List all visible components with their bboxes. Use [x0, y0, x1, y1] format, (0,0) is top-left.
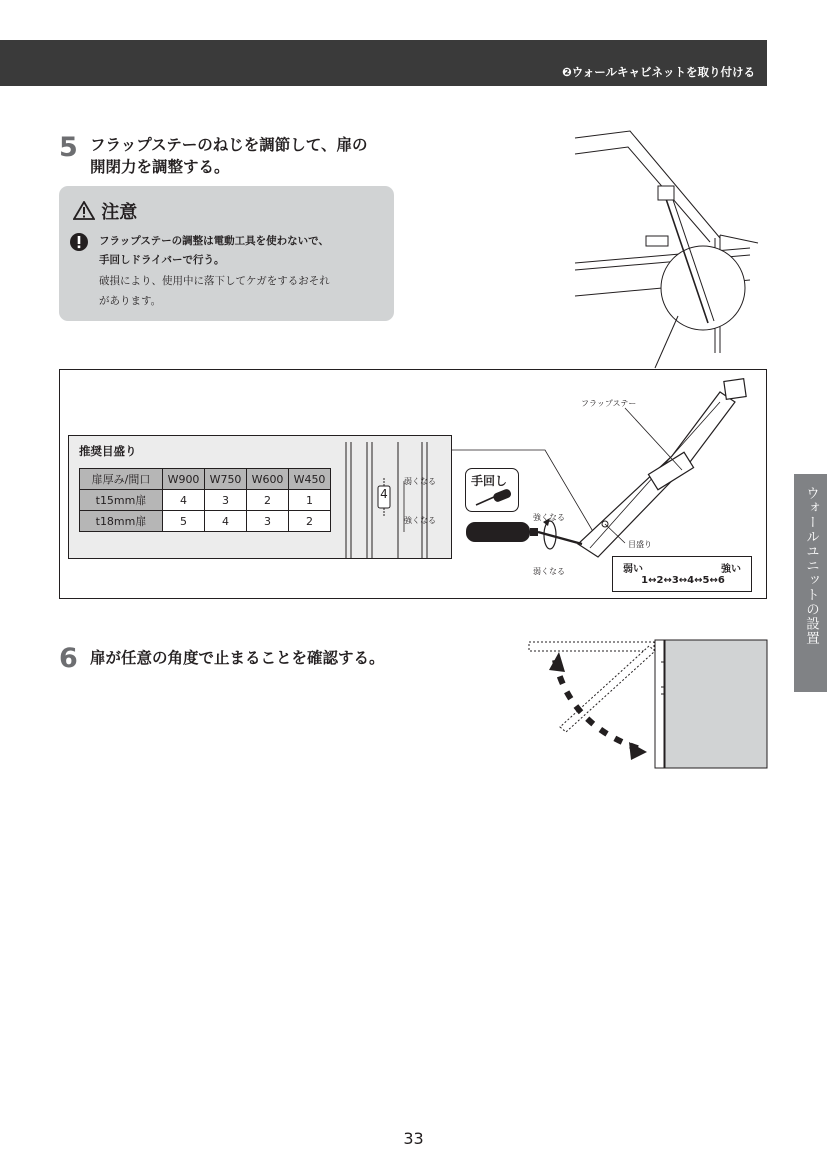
- caution-warning-text: [99, 232, 389, 270]
- manual-label: 手回し: [471, 474, 508, 488]
- flap-stay-label: フラップステー: [581, 399, 637, 408]
- step-6-instruction: 扉が任意の角度で止まることを確認する。: [90, 649, 385, 667]
- stronger-rotation-label: 強くなる: [533, 513, 565, 522]
- table-cell: 2: [247, 490, 289, 511]
- caution-normal-line-1: 破損により、使用中に落下してケガをするおそれ: [99, 275, 330, 287]
- table-header-cell: W600: [247, 469, 289, 490]
- cabinet-overview-illustration: [560, 128, 765, 373]
- scale-weak-label: 弱い: [623, 564, 643, 575]
- table-cell: 4: [205, 511, 247, 532]
- table-cell: 2: [289, 511, 331, 532]
- table-cell: 1: [289, 490, 331, 511]
- scale-sequence: 1↔2↔3↔4↔5↔6: [641, 575, 725, 586]
- caution-heading: [73, 198, 137, 224]
- table-header-cell: W450: [289, 469, 331, 490]
- side-tab-label: ウォールユニットの設置: [803, 486, 819, 646]
- caution-normal-line-2: があります。: [99, 295, 162, 307]
- table-row: [80, 490, 331, 511]
- scale-strong-label: 強い: [721, 564, 741, 575]
- caution-bold-line-2: 手回しドライバーで行う。: [99, 254, 225, 266]
- table-header-cell: W750: [205, 469, 247, 490]
- header-bar: [0, 40, 767, 86]
- door-angle-illustration: [525, 632, 770, 772]
- side-chapter-tab: [794, 474, 827, 692]
- step-5-line-2: 開閉力を調整する。: [90, 158, 230, 176]
- table-row-label: t18mm扉: [80, 511, 163, 532]
- section-title: ❷ウォールキャビネットを取り付ける: [561, 65, 755, 79]
- caution-box: [59, 186, 394, 321]
- table-row-label: t15mm扉: [80, 490, 163, 511]
- scale-legend: [612, 556, 752, 592]
- scale-label: 目盛り: [628, 540, 652, 549]
- weaker-rotation-label: 弱くなる: [533, 567, 565, 576]
- step-5-line-1: フラップステーのねじを調節して、扉の: [90, 136, 368, 154]
- table-cell: 3: [205, 490, 247, 511]
- exclamation-circle-icon: [69, 232, 89, 252]
- table-cell: 3: [247, 511, 289, 532]
- step-6-number: 6: [59, 643, 78, 674]
- page-number: 33: [403, 1129, 424, 1148]
- table-header-cell: 扉厚み/間口: [80, 469, 163, 490]
- table-header-cell: W900: [163, 469, 205, 490]
- scale-marking-illustration: [340, 440, 440, 560]
- table-cell: 5: [163, 511, 205, 532]
- recommended-scale-table: [79, 468, 331, 532]
- caution-title: 注意: [101, 202, 138, 223]
- scale-digit: 4: [380, 487, 388, 501]
- table-header-row: [80, 469, 331, 490]
- warning-triangle-icon: [73, 201, 95, 220]
- table-cell: 4: [163, 490, 205, 511]
- weaker-label: 弱くなる: [404, 477, 436, 486]
- table-title: 推奨目盛り: [79, 444, 137, 458]
- table-row: [80, 511, 331, 532]
- stronger-label: 強くなる: [404, 516, 436, 525]
- caution-bold-line-1: フラップステーの調整は電動工具を使わないで、: [99, 235, 329, 247]
- caution-consequence-text: [99, 271, 389, 311]
- step-5-instruction: [90, 134, 410, 178]
- step-5-number: 5: [59, 132, 78, 163]
